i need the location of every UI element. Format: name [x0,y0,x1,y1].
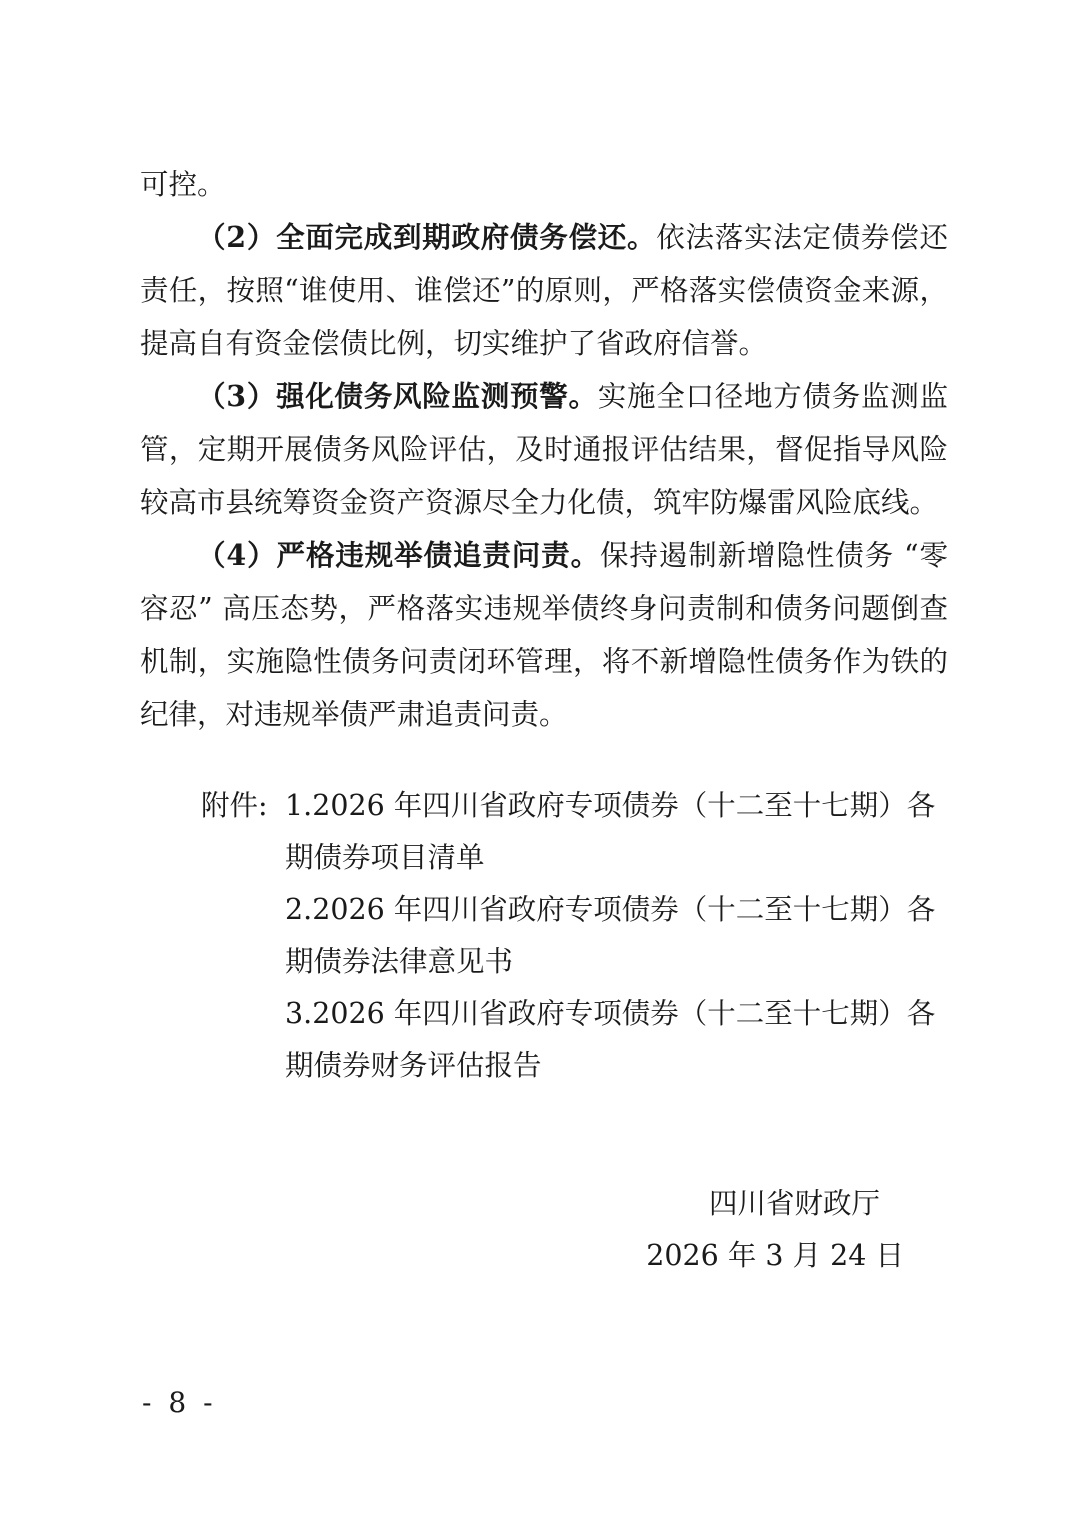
section-item-3 [140,370,948,529]
attachment-item-2: 2.2026 年四川省政府专项债券（十二至十七期）各期债券法律意见书 [285,893,936,978]
attachments-label: 附件: [201,789,268,822]
attachment-item-3: 3.2026 年四川省政府专项债券（十二至十七期）各期债券财务评估报告 [285,997,936,1082]
section-heading: （2）全面完成到期政府债务偿还。 [197,220,657,254]
section-text: 实施全口径地方债务监测监管，定期开展债务风险评估，及时通报评估结果，督促指导风险较高市县统筹资金资产资源尽全力化债，筑牢防爆雷风险底线。 [140,380,948,519]
signature-organization: 四川省财政厅 [708,1187,880,1220]
document-body [140,158,948,741]
continuation-text: 可控。 [140,168,226,201]
section-item-2 [140,211,948,370]
attachments-block [201,780,961,1092]
section-heading: （3）强化债务风险监测预警。 [197,379,598,413]
attachments-row [201,780,961,1092]
signature-date: 2026 年 3 月 24 日 [646,1239,904,1272]
section-text: 保持遏制新增隐性债务 “零容忍” 高压态势，严格落实违规举债终身问责制和债务问题倒查机制，实施隐性债务问责闭环管理，将不新增隐性债务作为铁的纪律，对违规举债严肃追责问责。 [140,539,948,731]
section-heading: （4）严格违规举债追责问责。 [197,538,600,572]
attachment-item-1: 1.2026 年四川省政府专项债券（十二至十七期）各期债券项目清单 [285,789,936,874]
section-item-4 [140,529,948,741]
page-number: - 8 - [142,1386,217,1419]
section-text: 依法落实法定债券偿还责任，按照“谁使用、谁偿还”的原则，严格落实偿债资金来源，提高自有资金偿债比例，切实维护了省政府信誉。 [140,221,948,360]
signature-block [646,1178,904,1282]
attachments-list [285,780,961,1092]
